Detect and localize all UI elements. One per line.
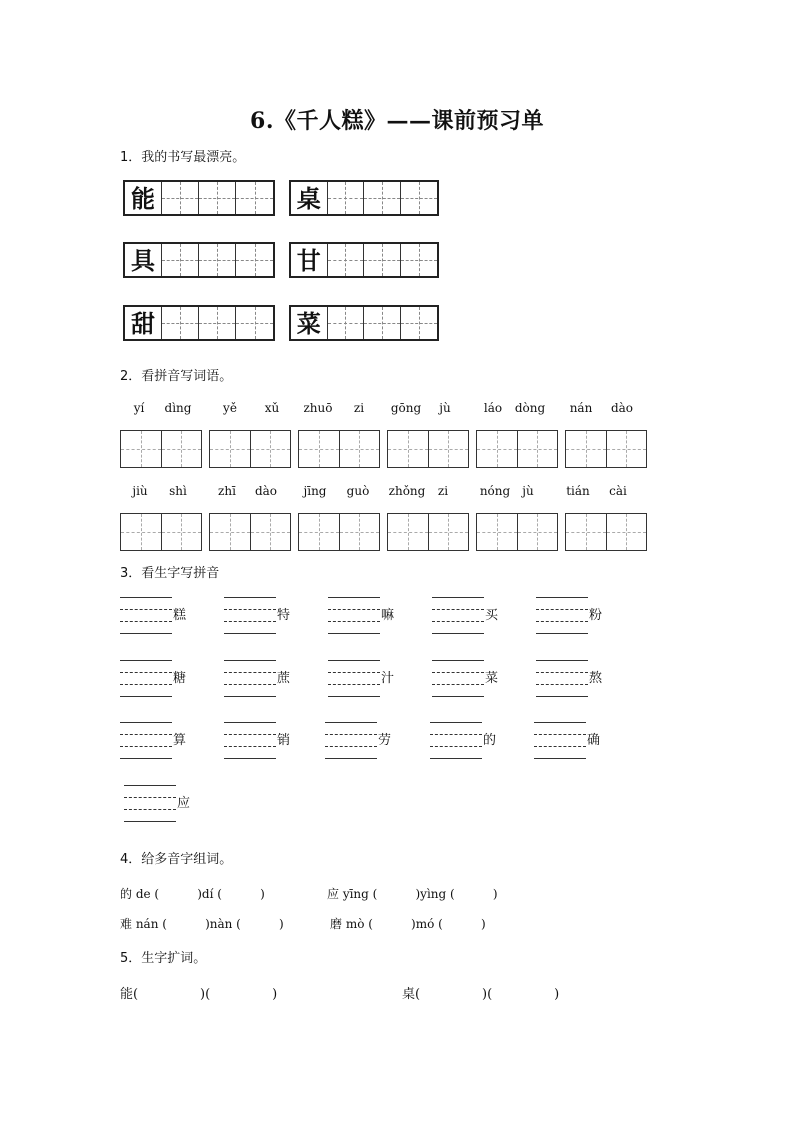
grid-char: 甜 [131,309,155,338]
pinyin: yí [133,401,145,415]
pinyin: zhǒng [388,484,426,498]
writing-grid-6[interactable] [289,305,439,341]
pinyin: zhuō [303,401,333,415]
question-3-title: 3．看生字写拼音 [120,566,220,581]
target-char: 熬 [589,671,603,686]
pinyin: xǔ [264,401,280,415]
writing-grid-3[interactable] [123,242,275,278]
polyphone-line: 的 de ( )dí ( ) [120,887,265,901]
answer-box[interactable] [565,513,647,551]
answer-box[interactable] [298,513,380,551]
pinyin-lines[interactable] [120,722,190,760]
pinyin: jīng [303,484,327,498]
word-expand-line: 能( )( ) [120,987,278,1002]
pinyin: gōng [390,401,422,415]
target-char: 糕 [173,608,187,623]
target-char: 汁 [381,671,395,686]
pinyin-lines[interactable] [124,785,194,823]
pinyin: jiù [132,484,148,498]
pinyin: zi [437,484,449,498]
pinyin: dòng [514,401,546,415]
pinyin: tián [566,484,590,498]
answer-box[interactable] [120,513,202,551]
target-char: 确 [587,733,601,748]
pinyin: jù [522,484,534,498]
target-char: 糖 [173,671,187,686]
pinyin-lines[interactable] [432,660,502,698]
page-title: 6.《千人糕》——课前预习单 [250,108,544,134]
word-expand-line: 桌( )( ) [402,987,560,1002]
answer-box[interactable] [298,430,380,468]
grid-char: 桌 [296,184,321,213]
pinyin-lines[interactable] [120,597,190,635]
pinyin-lines[interactable] [120,660,190,698]
target-char: 特 [277,608,291,623]
pinyin: dìng [164,401,192,415]
answer-box[interactable] [565,430,647,468]
polyphone-line: 磨 mò ( )mó ( ) [330,917,486,931]
grid-char: 甘 [296,246,321,275]
question-4-title: 4．给多音字组词。 [120,852,233,867]
pinyin: nán [569,401,593,415]
question-1-title: 1．我的书写最漂亮。 [120,150,246,165]
answer-box[interactable] [120,430,202,468]
target-char: 买 [485,608,499,623]
pinyin: láo [483,401,503,415]
answer-box[interactable] [387,430,469,468]
pinyin: cài [609,484,627,498]
target-char: 蔗 [277,671,291,686]
answer-box[interactable] [387,513,469,551]
target-char: 应 [177,796,191,811]
target-char: 嘛 [381,608,395,623]
target-char: 销 [277,733,291,748]
pinyin: zhī [218,484,236,498]
pinyin: nóng [479,484,511,498]
pinyin-lines[interactable] [432,597,502,635]
target-char: 算 [173,733,187,748]
answer-box[interactable] [476,430,558,468]
pinyin-lines[interactable] [430,722,500,760]
answer-box[interactable] [209,430,291,468]
question-5-title: 5．生字扩词。 [120,951,207,966]
writing-grid-1[interactable] [123,180,275,216]
pinyin-lines[interactable] [328,660,398,698]
pinyin-lines[interactable] [224,597,294,635]
writing-grid-5[interactable] [123,305,275,341]
polyphone-line: 难 nán ( )nàn ( ) [120,917,284,931]
answer-box[interactable] [476,513,558,551]
polyphone-line: 应 yīng ( )yìng ( ) [327,887,498,901]
grid-char: 能 [131,184,155,213]
question-2-title: 2．看拼音写词语。 [120,369,233,384]
pinyin: zi [353,401,365,415]
pinyin-lines[interactable] [328,597,398,635]
target-char: 菜 [485,671,499,686]
pinyin-lines[interactable] [224,722,294,760]
grid-char: 具 [131,246,155,275]
pinyin-lines[interactable] [224,660,294,698]
pinyin: jù [439,401,451,415]
target-char: 的 [483,733,497,748]
answer-box[interactable] [209,513,291,551]
pinyin: dào [610,401,634,415]
writing-grid-2[interactable] [289,180,439,216]
target-char: 劳 [378,733,392,748]
grid-char: 菜 [296,309,321,338]
target-char: 粉 [589,608,603,623]
pinyin-lines[interactable] [325,722,395,760]
pinyin: shì [169,484,187,498]
pinyin: yě [223,401,237,415]
pinyin-lines[interactable] [536,597,606,635]
writing-grid-4[interactable] [289,242,439,278]
pinyin: dào [254,484,278,498]
pinyin: guò [346,484,370,498]
pinyin-lines[interactable] [534,722,604,760]
pinyin-lines[interactable] [536,660,606,698]
